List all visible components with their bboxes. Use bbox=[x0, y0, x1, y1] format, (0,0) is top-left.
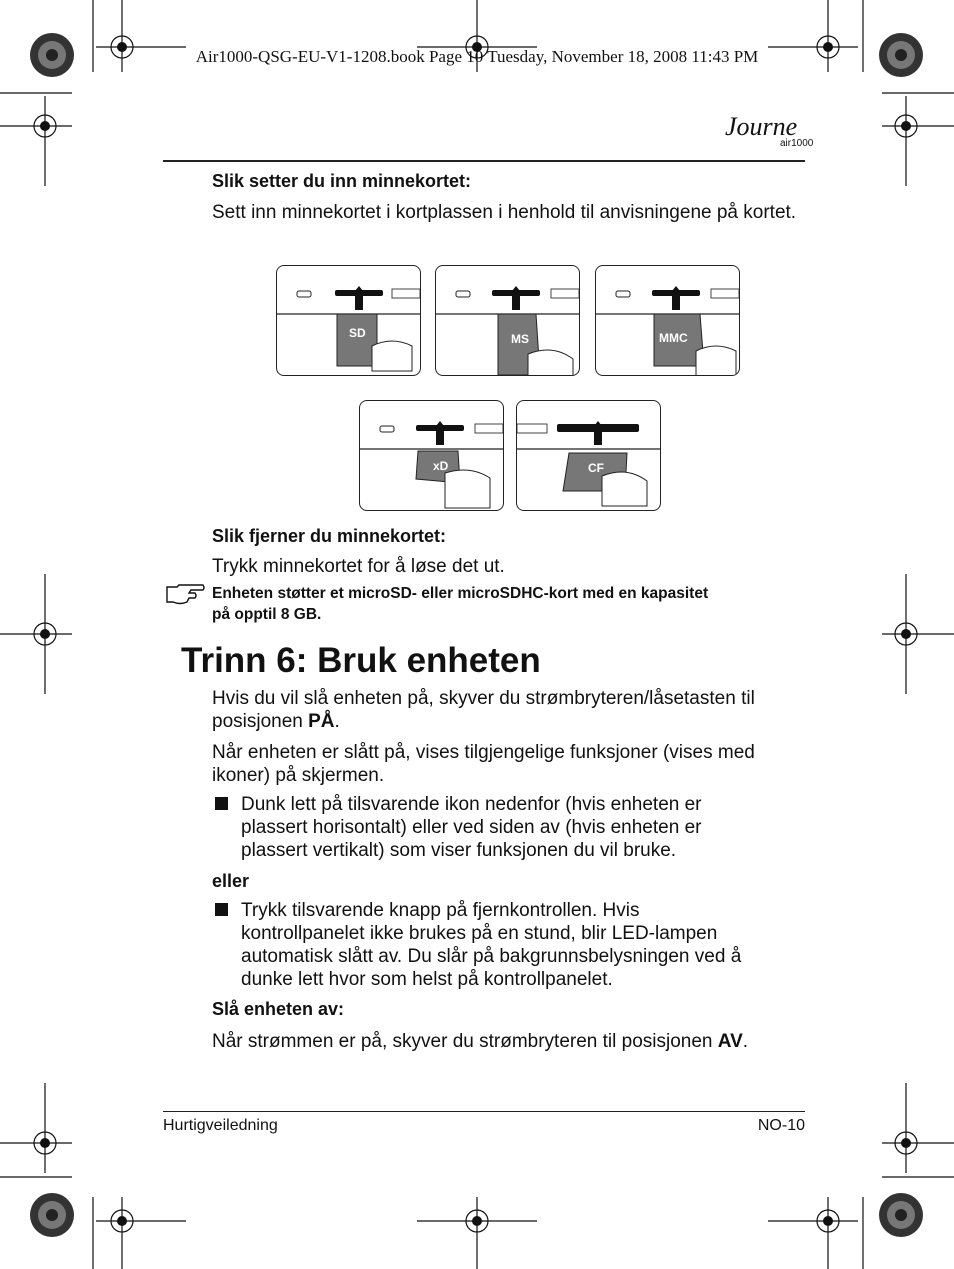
card-label: xD bbox=[433, 459, 449, 473]
power-off-title: Slå enheten av: bbox=[212, 999, 345, 1019]
note-line-2: på opptil 8 GB. bbox=[212, 606, 322, 623]
card-slot-drawing bbox=[596, 266, 739, 375]
section-heading: Trinn 6: Bruk enheten bbox=[181, 641, 541, 680]
insert-title: Slik setter du inn minnekortet: bbox=[212, 171, 472, 191]
card-slot-drawing bbox=[517, 401, 660, 510]
book-header-line: Air1000-QSG-EU-V1-1208.book Page 10 Tuesday, November 18, 2008 11:43 PM bbox=[195, 47, 759, 66]
note-line-1: Enheten støtter et microSD- eller microSDHC-kort med en kapasitet bbox=[212, 585, 709, 602]
bullet-line: dunke lett hvor som helst på kontrollpanelet. bbox=[241, 969, 613, 990]
functions-line-2: ikoner) på skjermen. bbox=[212, 765, 385, 786]
brand-logo: Journe bbox=[725, 112, 798, 141]
card-illustration-ms bbox=[435, 265, 580, 376]
pointing-hand-icon bbox=[165, 583, 207, 607]
card-illustration-cf bbox=[516, 400, 661, 511]
card-illustration-mmc bbox=[595, 265, 740, 376]
footer-rule bbox=[163, 1111, 805, 1112]
footer-left: Hurtigveiledning bbox=[163, 1117, 278, 1134]
power-on-period: . bbox=[334, 711, 340, 732]
or-label: eller bbox=[212, 871, 250, 891]
power-on-position: PÅ bbox=[308, 711, 335, 732]
bullet-line: Dunk lett på tilsvarende ikon nedenfor (hvis enheten er bbox=[241, 794, 702, 815]
power-off-text bbox=[212, 1030, 748, 1053]
bullet-square-icon bbox=[215, 797, 228, 810]
remove-text: Trykk minnekortet for å løse det ut. bbox=[212, 556, 505, 577]
bullet-line: plassert horisontalt) eller ved siden av (hvis enheten er bbox=[241, 817, 702, 838]
card-slot-drawing bbox=[436, 266, 579, 375]
card-illustration-xd bbox=[359, 400, 504, 511]
power-on-line-1: Hvis du vil slå enheten på, skyver du strømbryteren/låsetasten til bbox=[212, 688, 755, 709]
bullet-line: automatisk slått av. Du slår på bakgrunnsbelysningen ved å bbox=[241, 946, 742, 967]
page-number: NO-10 bbox=[757, 1117, 805, 1134]
card-label: CF bbox=[588, 461, 604, 475]
power-off-instruction: Når strømmen er på, skyver du strømbryteren til posisjonen bbox=[212, 1031, 718, 1052]
insert-text: Sett inn minnekortet i kortplassen i henhold til anvisningene på kortet. bbox=[212, 202, 797, 223]
header-rule bbox=[163, 160, 805, 162]
power-off-period: . bbox=[742, 1031, 749, 1052]
bullet-line: Trykk tilsvarende knapp på fjernkontrollen. Hvis bbox=[241, 900, 640, 921]
card-illustration-sd bbox=[276, 265, 421, 376]
remove-title: Slik fjerner du minnekortet: bbox=[212, 526, 447, 546]
card-label: MMC bbox=[659, 331, 688, 345]
power-off-position: AV bbox=[717, 1031, 743, 1052]
card-slot-drawing bbox=[277, 266, 420, 375]
bullet-item bbox=[241, 793, 806, 862]
bullet-line: kontrollpanelet ikke brukes på en stund, blir LED-lampen bbox=[241, 923, 718, 944]
card-label: SD bbox=[349, 326, 366, 340]
card-slot-drawing bbox=[360, 401, 503, 510]
brand-model: air1000 bbox=[780, 138, 814, 149]
card-label: MS bbox=[511, 332, 529, 346]
power-on-text: posisjonen bbox=[212, 711, 309, 732]
bullet-square-icon bbox=[215, 903, 228, 916]
power-on-line-2 bbox=[212, 710, 340, 733]
bullet-item bbox=[241, 899, 806, 991]
bullet-line: plassert vertikalt) som viser funksjonen du vil bruke. bbox=[241, 840, 677, 861]
functions-line-1: Når enheten er slått på, vises tilgjengelige funksjoner (vises med bbox=[212, 742, 755, 763]
